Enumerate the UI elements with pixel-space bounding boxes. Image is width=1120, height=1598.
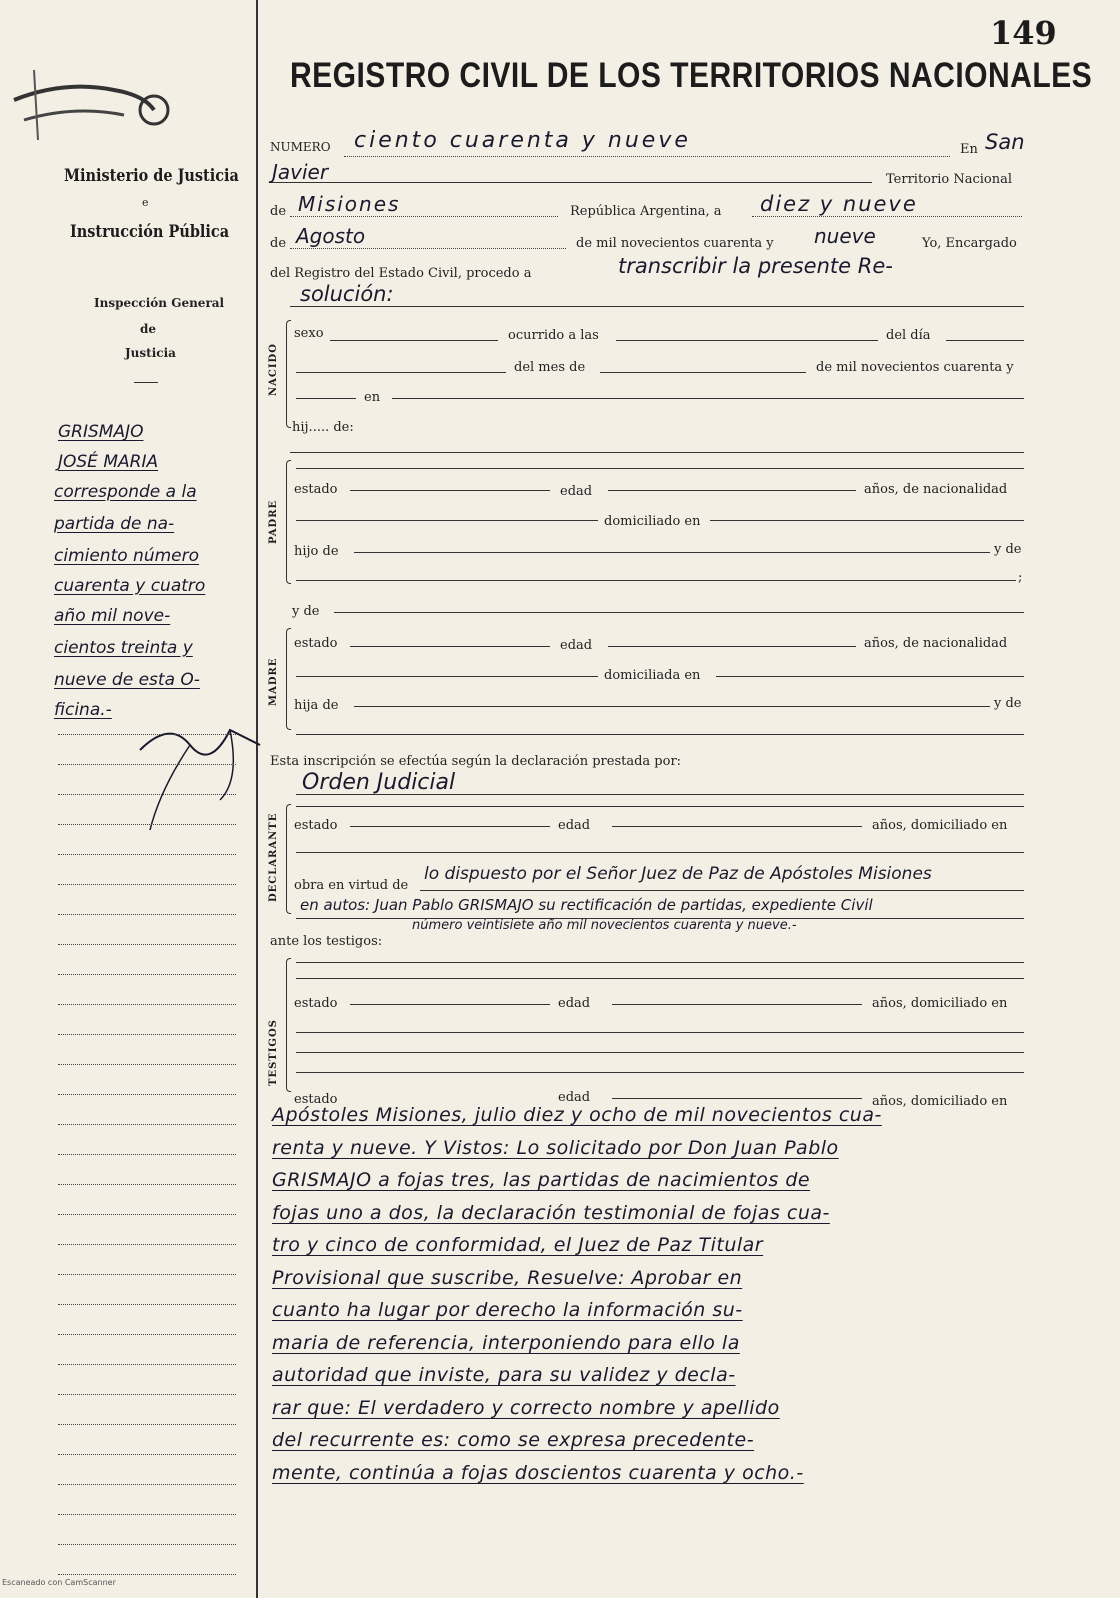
madre-estado-rule — [350, 646, 550, 647]
nacido-rule-3 — [296, 398, 356, 399]
sexo-rule — [330, 340, 498, 341]
declarante-side-label: DECLARANTE — [268, 812, 279, 902]
margin-rule — [58, 1034, 236, 1035]
del-dia-rule — [946, 340, 1024, 341]
resolution-line: del recurrente es: como se expresa precedente- — [272, 1429, 755, 1451]
madre-estado-label: estado — [294, 636, 338, 651]
margin-rule — [58, 944, 236, 945]
testigos-rule-3 — [296, 1032, 1024, 1033]
ministry-line2: e — [142, 196, 149, 209]
resolution-line: tro y cinco de conformidad, el Juez de Paz Titular — [272, 1234, 764, 1256]
madre-domiciliada-rule — [716, 676, 1024, 677]
declarante-brace — [286, 804, 291, 914]
margin-note-line: JOSÉ MARIA — [58, 452, 159, 472]
hij-label: hij..... de: — [292, 420, 354, 435]
margin-rule — [58, 854, 236, 855]
margin-rule — [58, 794, 236, 795]
obra-label: obra en virtud de — [294, 878, 409, 893]
margin-rule — [58, 824, 236, 825]
year-value: nueve — [814, 224, 876, 248]
sexo-label: sexo — [294, 326, 324, 341]
margin-rule — [58, 1184, 236, 1185]
page-title: REGISTRO CIVIL DE LOS TERRITORIOS NACIONALES — [290, 56, 1093, 95]
day-value: diez y nueve — [760, 192, 918, 216]
declarante-rule-1 — [296, 806, 1024, 807]
margin-rule — [58, 1214, 236, 1215]
margin-rule — [58, 1364, 236, 1365]
testigos-edad1-label: edad — [558, 996, 591, 1011]
padre-hijo-de-rule — [354, 552, 990, 553]
numero-label: NUMERO — [270, 140, 331, 154]
ministry-line1: Ministerio de Justicia — [64, 166, 239, 186]
margin-rule — [58, 1304, 236, 1305]
padre-anos-label: años, de nacionalidad — [864, 482, 1008, 497]
margin-signature-icon — [130, 690, 270, 840]
del-mes-label: del mes de — [514, 360, 586, 375]
margin-rule — [58, 1484, 236, 1485]
madre-hija-de-rule — [354, 706, 990, 707]
testigos-estado1-rule — [350, 1004, 550, 1005]
testigos-brace — [286, 958, 291, 1092]
ocurrido-label: ocurrido a las — [508, 328, 599, 343]
ministry-sub2: de — [140, 322, 157, 336]
padre-semicolon: ; — [1018, 570, 1023, 585]
padre-estado-rule — [350, 490, 550, 491]
margin-rule — [58, 1274, 236, 1275]
madre-hija-de-label: hija de — [294, 698, 339, 713]
resolution-line: Provisional que suscribe, Resuelve: Aprobar en — [272, 1266, 743, 1289]
testigos-edad2-rule — [612, 1098, 862, 1099]
coat-of-arms-icon — [4, 60, 174, 160]
ministry-rule — [134, 382, 158, 383]
resolution-line: maria de referencia, interponiendo para ello la — [272, 1331, 740, 1354]
month-dots — [290, 248, 566, 249]
margin-rule — [58, 1394, 236, 1395]
margin-rule — [58, 914, 236, 915]
declarante-estado-label: estado — [294, 818, 338, 833]
margin-note-line: ficina.- — [54, 700, 112, 720]
madre-anos-label: años, de nacionalidad — [864, 636, 1008, 651]
testigos-side-label: TESTIGOS — [268, 1019, 279, 1086]
madre-side-label: MADRE — [268, 657, 279, 706]
ocurrido-rule — [616, 340, 878, 341]
margin-note-line: corresponde a la — [54, 482, 197, 502]
ministry-line3: Instrucción Pública — [70, 222, 230, 242]
testigos-rule-4 — [296, 1052, 1024, 1053]
padre-rule-1 — [296, 468, 1024, 469]
testigos-estado2-label: estado — [294, 1092, 338, 1107]
declarante-edad-rule — [612, 826, 862, 827]
margin-rule — [58, 1574, 236, 1575]
margin-note-line: cuarenta y cuatro — [54, 576, 206, 596]
obra-value-1: lo dispuesto por el Señor Juez de Paz de Apóstoles Misiones — [424, 864, 932, 884]
territorio-label: Territorio Nacional — [886, 172, 1012, 187]
line2-value: Javier — [272, 160, 329, 184]
margin-rule — [58, 884, 236, 885]
padre-rule-3 — [296, 580, 1016, 581]
madre-edad-rule — [608, 646, 856, 647]
madre-rule-2 — [296, 676, 598, 677]
del-mes-rule — [600, 372, 806, 373]
line6-rule — [290, 306, 1024, 307]
padre-hijo-de-label: hijo de — [294, 544, 339, 559]
obra-value-2: en autos: Juan Pablo GRISMAJO su rectificación de partidas, expediente Civil — [300, 896, 873, 914]
encargado-label: Yo, Encargado — [922, 236, 1017, 251]
margin-rule — [58, 1514, 236, 1515]
registro-label: del Registro del Estado Civil, procedo a — [270, 266, 532, 281]
padre-estado-label: estado — [294, 482, 338, 497]
line2-rule — [270, 182, 872, 183]
margin-note-line: GRISMAJO — [58, 422, 144, 442]
inscripcion-value: Orden Judicial — [302, 770, 456, 795]
testigos-rule-2 — [296, 978, 1024, 979]
page-number: 149 — [990, 14, 1057, 52]
margin-rule — [58, 764, 236, 765]
nacido-rule-2 — [296, 372, 506, 373]
margin-note-line: partida de na- — [54, 514, 175, 534]
de2-label: de — [270, 236, 287, 251]
en-rule — [392, 398, 1024, 399]
madre-y-de-label: y de — [994, 696, 1022, 711]
resolution-line: Apóstoles Misiones, julio diez y ocho de mil novecientos cua- — [272, 1104, 882, 1126]
inscripcion-label: Esta inscripción se efectúa según la declaración prestada por: — [270, 754, 682, 769]
margin-note-line: cientos treinta y — [54, 638, 193, 658]
line6-value: solución: — [300, 282, 394, 306]
numero-dots — [344, 156, 950, 157]
day-dots — [752, 216, 1022, 217]
de-dots — [290, 216, 558, 217]
testigos-rule-1 — [296, 962, 1024, 963]
testigos-edad2-label: edad — [558, 1090, 591, 1105]
month-value: Agosto — [296, 224, 366, 248]
padre-domiciliado-rule — [710, 520, 1024, 521]
resolution-line: cuanto ha lugar por derecho la información su- — [272, 1299, 743, 1321]
republica-label: República Argentina, a — [570, 204, 722, 219]
madre-edad-label: edad — [560, 638, 593, 653]
madre-rule-top — [334, 612, 1024, 613]
padre-side-label: PADRE — [268, 499, 279, 544]
padre-edad-label: edad — [560, 484, 593, 499]
testigos-label: ante los testigos: — [270, 934, 383, 949]
margin-rule — [58, 974, 236, 975]
declarante-edad-label: edad — [558, 818, 591, 833]
mil-label: de mil novecientos cuarenta y — [816, 360, 1014, 375]
en-value: San — [985, 130, 1025, 154]
margin-rule — [58, 1064, 236, 1065]
padre-domiciliado-label: domiciliado en — [604, 514, 701, 529]
madre-brace — [286, 628, 291, 730]
ministry-sub1: Inspección General — [94, 296, 225, 310]
numero-value: ciento cuarenta y nueve — [354, 128, 691, 153]
margin-rule — [58, 734, 236, 735]
padre-rule-2 — [296, 520, 598, 521]
resolution-line: rar que: El verdadero y correcto nombre y apellido — [272, 1396, 780, 1419]
nacido-brace — [286, 320, 291, 428]
margin-rule — [58, 1094, 236, 1095]
margin-note-line: año mil nove- — [54, 606, 171, 626]
resolution-line: fojas uno a dos, la declaración testimonial de fojas cua- — [272, 1201, 830, 1224]
margin-note-line: cimiento número — [54, 546, 200, 566]
resolution-line: autoridad que inviste, para su validez y decla- — [272, 1364, 736, 1386]
margin-rule — [58, 1454, 236, 1455]
margin-rule — [58, 1334, 236, 1335]
declarante-anos-label: años, domiciliado en — [872, 818, 1008, 833]
procedo-value: transcribir la presente Re- — [618, 254, 893, 278]
margin-rule — [58, 1004, 236, 1005]
madre-y-de-top: y de — [292, 604, 320, 619]
en-label: En — [960, 142, 978, 157]
year-label: de mil novecientos cuarenta y — [576, 236, 774, 251]
ministry-sub3: Justicia — [125, 346, 176, 360]
en-label-nacido: en — [364, 390, 381, 405]
margin-rule — [58, 1424, 236, 1425]
del-dia-label: del día — [886, 328, 931, 343]
margin-note-line: nueve de esta O- — [54, 670, 200, 690]
resolution-line: GRISMAJO a fojas tres, las partidas de nacimientos de — [272, 1169, 811, 1191]
testigos-estado1-label: estado — [294, 996, 338, 1011]
padre-y-de-label: y de — [994, 542, 1022, 557]
testigos-anos2-label: años, domiciliado en — [872, 1094, 1008, 1109]
declarante-estado-rule — [350, 826, 550, 827]
resolution-line: renta y nueve. Y Vistos: Lo solicitado por Don Juan Pablo — [272, 1136, 839, 1159]
madre-rule-3 — [296, 734, 1024, 735]
margin-rule — [58, 1124, 236, 1125]
testigos-rule-5 — [296, 1072, 1024, 1073]
padre-brace — [286, 460, 291, 584]
margin-rule — [58, 1544, 236, 1545]
padre-rule-top — [290, 452, 1024, 453]
obra-value-3: número veintisiete año mil novecientos cuarenta y nueve.- — [412, 918, 797, 933]
declarante-rule-2 — [296, 852, 1024, 853]
padre-edad-rule — [608, 490, 856, 491]
de-value: Misiones — [298, 192, 401, 216]
madre-domiciliada-label: domiciliada en — [604, 668, 701, 683]
testigos-edad1-rule — [612, 1004, 862, 1005]
nacido-side-label: NACIDO — [268, 343, 279, 396]
de-label: de — [270, 204, 287, 219]
obra-rule — [420, 890, 1024, 891]
margin-rule — [58, 1154, 236, 1155]
testigos-anos1-label: años, domiciliado en — [872, 996, 1008, 1011]
margin-rule — [58, 1244, 236, 1245]
resolution-line: mente, continúa a fojas doscientos cuarenta y ocho.- — [272, 1461, 804, 1484]
scanner-footer: Escaneado con CamScanner — [2, 1578, 116, 1587]
